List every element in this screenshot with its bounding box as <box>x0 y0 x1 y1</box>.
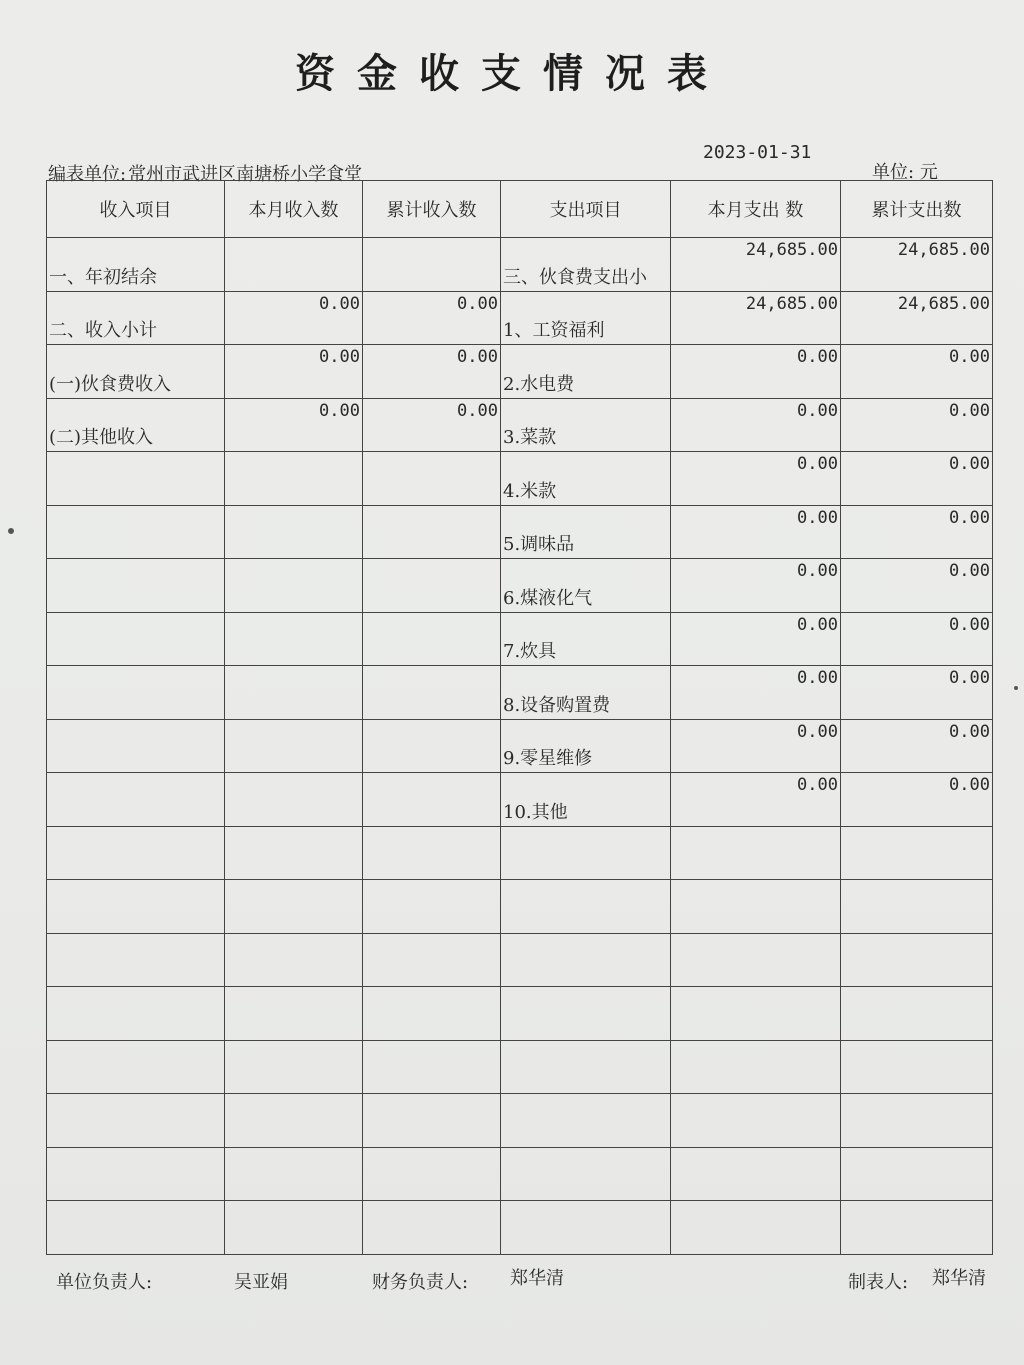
cell-income-item <box>47 559 225 613</box>
row-amount: 0.00 <box>949 347 990 367</box>
cell-income-month <box>225 1040 363 1094</box>
cell-income-item <box>47 826 225 880</box>
cell-income-item <box>47 398 225 452</box>
table-row <box>47 1201 993 1255</box>
row-amount: 0.00 <box>319 400 360 421</box>
cell-expense-total <box>841 398 993 452</box>
cell-income-total <box>363 398 501 452</box>
cell-expense-month <box>671 398 841 452</box>
cell-expense-total <box>841 826 993 880</box>
table-row <box>47 666 993 720</box>
cell-income-item <box>47 933 225 987</box>
cell-expense-total <box>841 452 993 506</box>
cell-income-item <box>47 773 225 827</box>
row-amount: 0.00 <box>457 347 498 367</box>
row-label: 2.水电费 <box>503 373 575 395</box>
cell-income-total <box>363 505 501 559</box>
cell-income-total <box>363 933 501 987</box>
currency-unit-label: 单位: <box>872 162 915 183</box>
cell-expense-total <box>841 773 993 827</box>
table-row <box>47 1147 993 1201</box>
cell-income-total <box>363 666 501 720</box>
cell-expense-total <box>841 345 993 399</box>
cell-expense-total <box>841 238 993 292</box>
cell-income-month <box>225 559 363 613</box>
organization-name: 常州市武进区南塘桥小学食堂 <box>128 164 363 185</box>
cell-expense-month <box>671 1147 841 1201</box>
cell-expense-item <box>501 1201 671 1255</box>
table-header-row <box>47 181 993 238</box>
cell-income-month <box>225 773 363 827</box>
table-row <box>47 505 993 559</box>
cell-income-month <box>225 398 363 452</box>
row-label: 7.炊具 <box>503 641 557 662</box>
row-label: 4.米款 <box>503 480 557 502</box>
organization-label: 编表单位: <box>48 164 127 185</box>
cell-income-item <box>47 1201 225 1255</box>
header-income-total: 累计收入数 <box>363 181 501 238</box>
row-amount: 0.00 <box>949 721 990 742</box>
cell-income-item <box>47 452 225 506</box>
table-row <box>47 398 993 452</box>
cell-expense-item <box>501 666 671 720</box>
cell-expense-item <box>501 987 671 1041</box>
cell-income-total <box>363 238 501 292</box>
cell-expense-month <box>671 719 841 773</box>
table-row <box>47 719 993 773</box>
cell-expense-month <box>671 666 841 720</box>
currency-unit-value: 元 <box>919 162 938 183</box>
cell-expense-item <box>501 398 671 452</box>
table-row <box>47 987 993 1041</box>
cell-income-month <box>225 1094 363 1148</box>
row-amount: 0.00 <box>949 668 990 688</box>
row-label: 一、年初结余 <box>49 266 157 288</box>
cell-income-item <box>47 880 225 934</box>
cell-expense-total <box>841 666 993 720</box>
cell-expense-item <box>501 880 671 934</box>
table-row <box>47 559 993 613</box>
row-label: (一)伙食费收入 <box>49 373 172 395</box>
row-amount: 0.00 <box>949 775 990 795</box>
preparer-label: 制表人: <box>848 1272 909 1293</box>
header-expense-total: 累计支出数 <box>841 181 993 238</box>
row-amount: 0.00 <box>797 721 838 742</box>
row-amount: 0.00 <box>949 561 990 581</box>
cell-income-total <box>363 773 501 827</box>
table-row <box>47 1040 993 1094</box>
row-amount: 0.00 <box>457 400 498 421</box>
cell-income-item <box>47 987 225 1041</box>
row-amount: 0.00 <box>319 347 360 367</box>
cell-expense-item <box>501 773 671 827</box>
cell-expense-month <box>671 505 841 559</box>
cell-income-month <box>225 666 363 720</box>
table-row <box>47 452 993 506</box>
row-amount: 0.00 <box>949 507 990 528</box>
row-amount: 0.00 <box>797 347 838 367</box>
row-amount: 24,685.00 <box>897 240 990 260</box>
cell-income-total <box>363 1201 501 1255</box>
cell-expense-month <box>671 1094 841 1148</box>
cell-income-month <box>225 719 363 773</box>
cell-expense-month <box>671 826 841 880</box>
cell-income-total <box>363 1040 501 1094</box>
cell-income-total <box>363 452 501 506</box>
table-row <box>47 880 993 934</box>
row-amount: 0.00 <box>797 561 838 581</box>
cell-expense-total <box>841 505 993 559</box>
cell-income-total <box>363 880 501 934</box>
row-label: 5.调味品 <box>503 534 575 555</box>
unit-head-label: 单位负责人: <box>56 1272 153 1293</box>
cell-income-item <box>47 238 225 292</box>
row-amount: 0.00 <box>457 293 498 314</box>
cell-expense-total <box>841 1201 993 1255</box>
header-income-month: 本月收入数 <box>225 181 363 238</box>
cell-expense-item <box>501 1147 671 1201</box>
cell-expense-total <box>841 1040 993 1094</box>
cell-expense-month <box>671 1040 841 1094</box>
row-label: 三、伙食费支出小 <box>503 266 647 288</box>
table-row <box>47 291 993 345</box>
row-amount: 0.00 <box>797 775 838 795</box>
cell-expense-item <box>501 719 671 773</box>
row-label: 8.设备购置费 <box>503 694 611 716</box>
cell-income-total <box>363 719 501 773</box>
cell-expense-month <box>671 1201 841 1255</box>
row-label: 3.菜款 <box>503 427 557 448</box>
cell-expense-month <box>671 345 841 399</box>
row-label: 6.煤液化气 <box>503 587 593 609</box>
cell-income-month <box>225 1201 363 1255</box>
cell-income-month <box>225 987 363 1041</box>
cell-expense-total <box>841 719 993 773</box>
cell-expense-month <box>671 880 841 934</box>
cell-income-month <box>225 345 363 399</box>
cell-expense-total <box>841 987 993 1041</box>
row-label: 10.其他 <box>503 801 568 823</box>
cell-income-item <box>47 1040 225 1094</box>
cell-expense-total <box>841 1094 993 1148</box>
cell-expense-total <box>841 1147 993 1201</box>
cell-expense-item <box>501 559 671 613</box>
cell-expense-item <box>501 452 671 506</box>
row-label: 9.零星维修 <box>503 748 593 769</box>
cell-expense-item <box>501 826 671 880</box>
table-row <box>47 933 993 987</box>
cell-income-month <box>225 505 363 559</box>
cell-expense-item <box>501 1094 671 1148</box>
cell-expense-total <box>841 559 993 613</box>
cell-income-month <box>225 826 363 880</box>
cell-expense-total <box>841 291 993 345</box>
cell-expense-item <box>501 612 671 666</box>
cell-income-month <box>225 452 363 506</box>
cell-income-total <box>363 1147 501 1201</box>
finance-table <box>46 180 993 1255</box>
cell-expense-item <box>501 291 671 345</box>
cell-expense-total <box>841 880 993 934</box>
row-label: 1、工资福利 <box>503 320 605 341</box>
cell-income-total <box>363 826 501 880</box>
table-row <box>47 345 993 399</box>
cell-income-total <box>363 1094 501 1148</box>
table-row <box>47 826 993 880</box>
row-amount: 24,685.00 <box>745 293 838 314</box>
table-row <box>47 238 993 292</box>
row-amount: 0.00 <box>319 293 360 314</box>
cell-income-item <box>47 719 225 773</box>
header-income-item: 收入项目 <box>47 181 225 238</box>
cell-expense-month <box>671 987 841 1041</box>
row-amount: 0.00 <box>949 454 990 474</box>
cell-expense-item <box>501 505 671 559</box>
scan-speck <box>1014 686 1018 690</box>
cell-income-total <box>363 987 501 1041</box>
row-amount: 0.00 <box>797 668 838 688</box>
row-amount: 0.00 <box>797 400 838 421</box>
row-amount: 0.00 <box>797 507 838 528</box>
table-row <box>47 773 993 827</box>
report-date: 2023-01-31 <box>703 142 812 163</box>
cell-income-month <box>225 291 363 345</box>
cell-expense-month <box>671 291 841 345</box>
cell-income-month <box>225 238 363 292</box>
finance-head-label: 财务负责人: <box>372 1272 469 1293</box>
cell-income-month <box>225 933 363 987</box>
finance-head-name: 郑华清 <box>510 1268 564 1289</box>
cell-expense-item <box>501 345 671 399</box>
cell-income-total <box>363 612 501 666</box>
scan-speck <box>8 528 14 534</box>
cell-income-item <box>47 612 225 666</box>
document-title: 资金收支情况表 <box>295 50 729 97</box>
cell-income-item <box>47 291 225 345</box>
cell-expense-total <box>841 933 993 987</box>
cell-expense-item <box>501 238 671 292</box>
cell-expense-month <box>671 933 841 987</box>
cell-income-month <box>225 1147 363 1201</box>
row-amount: 0.00 <box>949 614 990 635</box>
cell-expense-item <box>501 1040 671 1094</box>
cell-income-item <box>47 505 225 559</box>
cell-income-item <box>47 1147 225 1201</box>
preparer-name: 郑华清 <box>932 1268 986 1289</box>
cell-income-item <box>47 1094 225 1148</box>
cell-income-total <box>363 291 501 345</box>
cell-income-item <box>47 666 225 720</box>
cell-income-month <box>225 612 363 666</box>
cell-expense-month <box>671 773 841 827</box>
row-label: (二)其他收入 <box>49 427 154 448</box>
cell-expense-total <box>841 612 993 666</box>
unit-head-name: 吴亚娟 <box>234 1272 288 1293</box>
row-amount: 0.00 <box>797 614 838 635</box>
cell-expense-month <box>671 452 841 506</box>
row-amount: 24,685.00 <box>745 240 838 260</box>
cell-expense-item <box>501 933 671 987</box>
cell-expense-month <box>671 559 841 613</box>
cell-income-item <box>47 345 225 399</box>
cell-expense-month <box>671 612 841 666</box>
row-amount: 0.00 <box>797 454 838 474</box>
cell-income-total <box>363 345 501 399</box>
cell-income-total <box>363 559 501 613</box>
header-expense-month: 本月支出 数 <box>671 181 841 238</box>
cell-income-month <box>225 880 363 934</box>
row-amount: 24,685.00 <box>897 293 990 314</box>
header-expense-item: 支出项目 <box>501 181 671 238</box>
table-row <box>47 1094 993 1148</box>
row-amount: 0.00 <box>949 400 990 421</box>
row-label: 二、收入小计 <box>49 320 157 341</box>
table-row <box>47 612 993 666</box>
cell-expense-month <box>671 238 841 292</box>
